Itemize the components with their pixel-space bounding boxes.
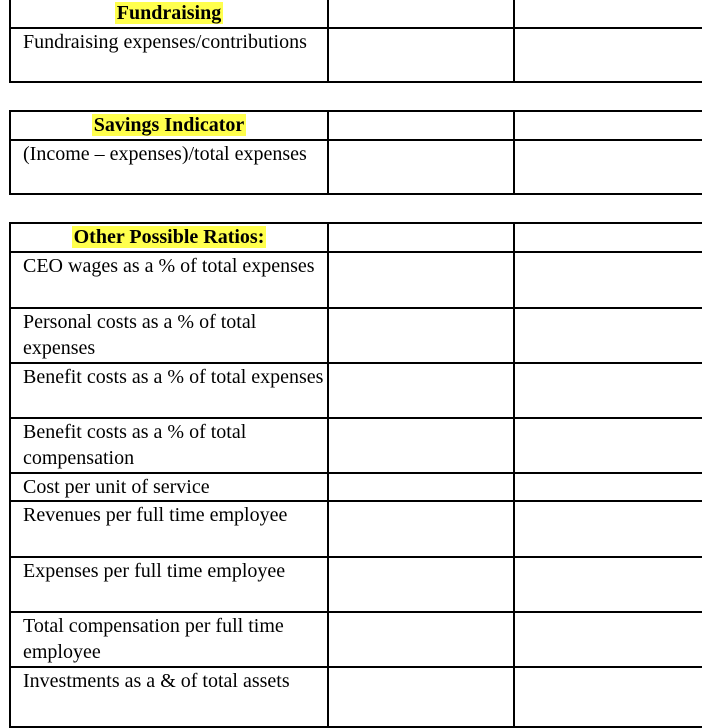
section-header-cell [10,223,328,252]
value-cell[interactable] [328,363,514,418]
ratio-label: Personal costs as a % of total expenses [10,308,328,363]
value-cell[interactable] [514,28,702,82]
value-cell[interactable] [514,223,702,252]
value-cell[interactable] [514,501,702,557]
section-title: Fundraising [116,2,222,24]
value-cell[interactable] [514,612,702,667]
table-header-row [10,111,702,140]
value-cell[interactable] [328,223,514,252]
table-row [10,28,702,82]
value-cell[interactable] [328,557,514,612]
value-cell[interactable] [514,667,702,727]
section-title: Other Possible Ratios: [73,226,265,248]
table-row [10,308,702,363]
section-title: Savings Indicator [93,114,245,136]
section-header-cell [10,0,328,28]
ratio-label: Benefit costs as a % of total compensation [10,418,328,473]
section-header-cell [10,111,328,140]
table-row [10,473,702,501]
table-row [10,140,702,194]
value-cell[interactable] [514,557,702,612]
table-row [10,557,702,612]
ratio-label: Fundraising expenses/contributions [10,28,328,82]
value-cell[interactable] [514,140,702,194]
value-cell[interactable] [328,252,514,308]
value-cell[interactable] [514,0,702,28]
table-header-row [10,0,702,28]
value-cell[interactable] [328,28,514,82]
value-cell[interactable] [514,308,702,363]
ratio-label: Revenues per full time employee [10,501,328,557]
value-cell[interactable] [514,111,702,140]
value-cell[interactable] [514,473,702,501]
value-cell[interactable] [328,418,514,473]
value-cell[interactable] [328,140,514,194]
table-row [10,418,702,473]
value-cell[interactable] [514,418,702,473]
table-row [10,612,702,667]
table-header-row [10,223,702,252]
ratio-label: Benefit costs as a % of total expenses [10,363,328,418]
value-cell[interactable] [328,0,514,28]
table-row [10,667,702,727]
value-cell[interactable] [514,363,702,418]
table-row [10,252,702,308]
fundraising-table [9,0,702,83]
ratio-label: CEO wages as a % of total expenses [10,252,328,308]
value-cell[interactable] [328,473,514,501]
other-ratios-table [9,222,702,728]
ratio-label: Total compensation per full time employee [10,612,328,667]
ratio-label: Cost per unit of service [10,473,328,501]
value-cell[interactable] [328,501,514,557]
savings-table [9,110,702,195]
table-row [10,501,702,557]
value-cell[interactable] [514,252,702,308]
value-cell[interactable] [328,111,514,140]
value-cell[interactable] [328,308,514,363]
value-cell[interactable] [328,667,514,727]
ratio-label: Expenses per full time employee [10,557,328,612]
ratio-label: Investments as a & of total assets [10,667,328,727]
ratio-label: (Income – expenses)/total expenses [10,140,328,194]
table-row [10,363,702,418]
value-cell[interactable] [328,612,514,667]
